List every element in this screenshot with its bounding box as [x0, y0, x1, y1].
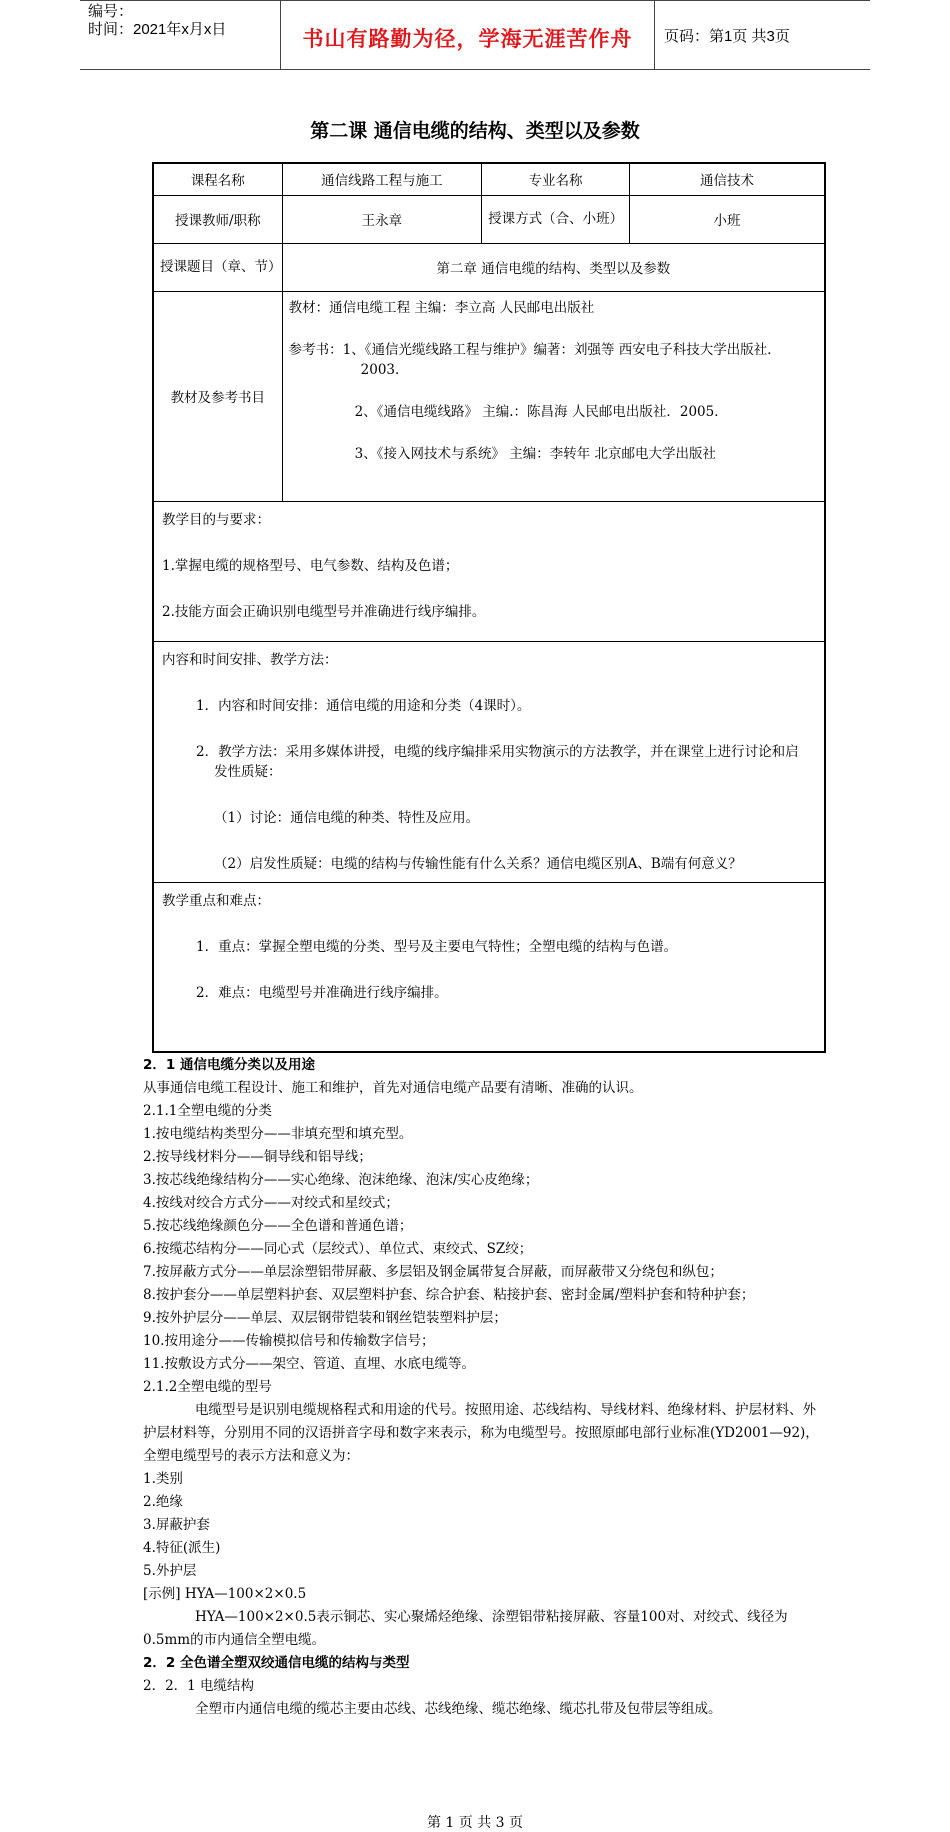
- course-name-label: 课程名称: [153, 163, 282, 195]
- page-header: [80, 0, 870, 70]
- list-item: 4.按线对绞合方式分——对绞式和星绞式；: [143, 1195, 399, 1211]
- document-number-label: 编号：: [88, 3, 134, 20]
- goals-title: 教学目的与要求：: [162, 511, 270, 528]
- reference-book-line: 2、《通信电缆线路》 主编.：陈昌海 人民邮电出版社．2005．: [354, 403, 728, 420]
- section-heading: 2．1 通信电缆分类以及用途: [143, 1057, 315, 1073]
- list-item: 2.绝缘: [143, 1494, 183, 1510]
- list-item: 11.按敷设方式分——架空、管道、直埋、水底电缆等。: [143, 1356, 475, 1372]
- teacher-value: 王永章: [282, 195, 482, 243]
- list-item: 8.按护套分——单层塑料护套、双层塑料护套、综合护套、粘接护套、密封金属/塑料护套和特种护套；: [143, 1287, 755, 1303]
- textbook-line: 教材：通信电缆工程 主编：李立高 人民邮电出版社: [288, 299, 595, 316]
- table-row: [153, 163, 825, 195]
- header-divider: [654, 1, 655, 69]
- paragraph: 电缆型号是识别电缆规格程式和用途的代号。按照用途、芯线结构、导线材料、绝缘材料、护层材料、外护层材料等，分别用不同的汉语拼音字母和数字来表示，称为电缆型号。按照原邮电部行业标准(YD2001—92)，全塑电缆型号的表示方法和意义为：: [143, 1402, 819, 1464]
- content-item: （1）讨论：通信电缆的种类、特性及应用。: [214, 809, 480, 826]
- list-item: 3.屏蔽护套: [143, 1517, 210, 1533]
- major-label: 专业名称: [482, 163, 630, 195]
- list-item: 6.按缆芯结构分——同心式（层绞式）、单位式、束绞式、SZ绞；: [143, 1241, 533, 1257]
- content-title: 内容和时间安排、教学方法：: [162, 651, 338, 668]
- topic-label: 授课题目（章、节）: [153, 243, 282, 291]
- topic-value: 第二章 通信电缆的结构、类型以及参数: [282, 243, 825, 291]
- major-value: 通信技术: [629, 163, 825, 195]
- list-item: 2.按导线材料分——铜导线和铝导线；: [143, 1149, 372, 1165]
- paragraph: 全塑市内通信电缆的缆芯主要由芯线、芯线绝缘、缆芯绝缘、缆芯扎带及包带层等组成。: [195, 1701, 722, 1717]
- teaching-mode-label: 授课方式（合、小班）: [482, 195, 630, 243]
- subsection-heading: 2.1.2全塑电缆的型号: [143, 1379, 272, 1395]
- example-line: [示例] HYA—100×2×0.5: [143, 1586, 307, 1602]
- list-item: 9.按外护层分——单层、双层钢带铠装和钢丝铠装塑料护层；: [143, 1310, 507, 1326]
- paragraph: 从事通信电缆工程设计、施工和维护，首先对通信电缆产品要有清晰、准确的认识。: [143, 1080, 643, 1096]
- list-item: 5.外护层: [143, 1563, 197, 1579]
- goals-cell: [153, 501, 825, 641]
- paragraph: HYA—100×2×0.5表示铜芯、实心聚烯烃绝缘、涂塑铝带粘接屏蔽、容量100对、对绞式、线径为0.5mm的市内通信全塑电缆。: [143, 1609, 788, 1648]
- reference-book-line: 3、《接入网技术与系统》 主编：李转年 北京邮电大学出版社: [354, 445, 717, 462]
- key-point-item: 2．难点：电缆型号并准确进行线序编排。: [196, 984, 448, 1001]
- key-point-item: 1．重点：掌握全塑电缆的分类、型号及主要电气特性；全塑电缆的结构与色谱。: [196, 938, 678, 955]
- key-points-title: 教学重点和难点：: [162, 892, 270, 909]
- content-cell: [153, 641, 825, 882]
- reference-book-line: 参考书：1、《通信光缆线路工程与维护》编著：刘强等 西安电子科技大学出版社．2003．: [288, 341, 781, 378]
- table-row: [153, 291, 825, 501]
- header-motto: 书山有路勤为径，学海无涯苦作舟: [302, 28, 633, 51]
- books-cell: [282, 291, 825, 501]
- list-item: 5.按芯线绝缘颜色分——全色谱和普通色谱；: [143, 1218, 413, 1234]
- table-row: [153, 882, 825, 1052]
- list-item: 1.类别: [143, 1471, 183, 1487]
- list-item: 3.按芯线绝缘结构分——实心绝缘、泡沫绝缘、泡沫/实心皮绝缘；: [143, 1172, 539, 1188]
- goal-item: 1.掌握电缆的规格型号、电气参数、结构及色谱；: [162, 557, 459, 574]
- table-row: [153, 641, 825, 882]
- table-row: [153, 501, 825, 641]
- list-item: 7.按屏蔽方式分——单层涂塑铝带屏蔽、多层铝及钢金属带复合屏蔽，而屏蔽带又分绕包和纵包；: [143, 1264, 723, 1280]
- table-row: [153, 243, 825, 291]
- goal-item: 2.技能方面会正确识别电缆型号并准确进行线序编排。: [162, 603, 486, 620]
- list-item: 4.特征(派生): [143, 1540, 221, 1556]
- list-item: 1.按电缆结构类型分——非填充型和填充型。: [143, 1126, 413, 1142]
- content-item: 1．内容和时间安排：通信电缆的用途和分类（4课时）。: [196, 697, 531, 714]
- document-date: 时间：2021年x月x日: [88, 21, 227, 38]
- course-info-table: [152, 162, 826, 1053]
- content-item: （2）启发性质疑：电缆的结构与传输性能有什么关系？通信电缆区别A、B端有何意义？: [214, 855, 742, 872]
- course-name-value: 通信线路工程与施工: [282, 163, 482, 195]
- books-label: 教材及参考书目: [153, 291, 282, 501]
- page-footer: 第 1 页 共 3 页: [426, 1815, 524, 1831]
- header-page-info: 页码：第1页 共3页: [664, 28, 790, 45]
- list-item: 10.按用途分——传输模拟信号和传输数字信号；: [143, 1333, 435, 1349]
- subsection-heading: 2．2．1 电缆结构: [143, 1678, 255, 1694]
- teaching-mode-value: 小班: [629, 195, 825, 243]
- table-row: [153, 195, 825, 243]
- teacher-label: 授课教师/职称: [153, 195, 282, 243]
- content-item: 2．教学方法：采用多媒体讲授，电缆的线序编排采用实物演示的方法教学，并在课堂上进行讨论和启发性质疑：: [196, 743, 799, 780]
- section-heading: 2．2 全色谱全塑双绞通信电缆的结构与类型: [143, 1655, 410, 1671]
- lesson-title: 第二课 通信电缆的结构、类型以及参数: [310, 120, 640, 142]
- body-text: [143, 1054, 823, 1721]
- key-points-cell: [153, 882, 825, 1052]
- subsection-heading: 2.1.1全塑电缆的分类: [143, 1103, 272, 1119]
